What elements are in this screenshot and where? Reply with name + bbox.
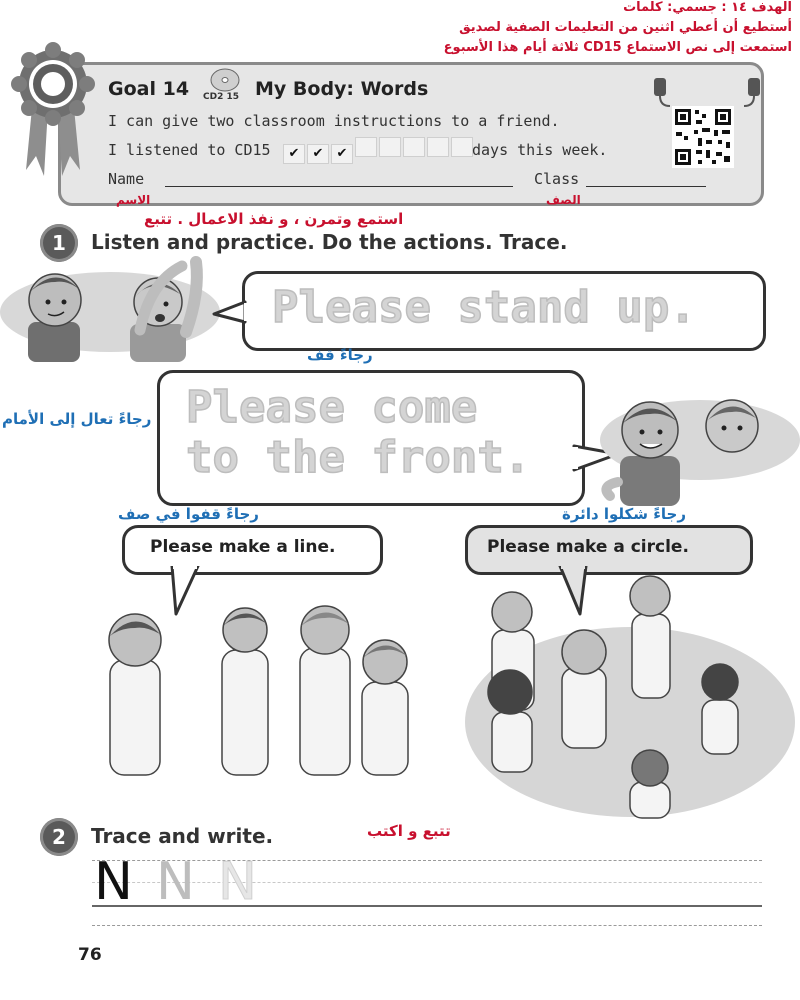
cd-icon <box>210 68 240 92</box>
trace-letter[interactable]: N <box>218 852 257 912</box>
day-checkbox[interactable] <box>427 137 449 157</box>
page-number: 76 <box>78 945 102 965</box>
headphones-icon <box>652 72 762 108</box>
day-checkbox[interactable] <box>355 137 377 157</box>
listened-suffix: days this week. <box>472 141 608 159</box>
day-checkbox[interactable] <box>379 137 401 157</box>
listened-prefix: I listened to CD15 <box>108 141 271 159</box>
name-label-arabic: الاسم <box>116 193 151 207</box>
boys-standing-illustration <box>0 252 240 362</box>
section2-title: Trace and write. <box>91 824 274 848</box>
listening-checkboxes <box>283 137 475 164</box>
make-line-arabic: رجاءً قفوا في صف <box>118 505 259 523</box>
trace-phrase-come-front-2[interactable]: to the front. <box>186 432 531 483</box>
day-checkbox[interactable]: ✔ <box>307 144 329 164</box>
stand-up-arabic: رجاءً قف <box>307 346 373 364</box>
phrase-make-circle: Please make a circle. <box>487 537 689 557</box>
section1-number: 1 <box>40 224 78 262</box>
trace-phrase-stand-up[interactable]: Please stand up. <box>272 282 696 333</box>
arabic-listening-line: استمعت إلى نص الاستماع CD15 ثلاثة أيام هذا الأسبوع <box>443 40 792 55</box>
cd-track-label: CD2 15 <box>203 92 239 102</box>
bubble-pointer <box>212 300 248 326</box>
goal-statement: I can give two classroom instructions to a friend. <box>108 112 560 130</box>
section1-title: Listen and practice. Do the actions. Trace. <box>91 230 568 254</box>
students-in-circle-illustration <box>452 572 797 822</box>
students-in-line-illustration <box>90 600 440 780</box>
trace-phrase-come-front-1[interactable]: Please come <box>186 382 478 433</box>
section2-number: 2 <box>40 818 78 856</box>
make-circle-arabic: رجاءً شكلوا دائرة <box>562 505 686 523</box>
award-ribbon-icon <box>10 38 96 178</box>
come-front-arabic: رجاءً تعال إلى الأمام <box>2 410 152 428</box>
qr-code-icon[interactable] <box>672 106 734 168</box>
goal-subtitle: My Body: Words <box>255 78 429 100</box>
name-label: Name <box>108 170 145 188</box>
goal-title: Goal 14 <box>108 78 190 100</box>
trace-letter[interactable]: N <box>156 852 195 912</box>
day-checkbox[interactable]: ✔ <box>283 144 305 164</box>
guide-line-bottom <box>92 925 762 926</box>
arabic-instruction-line: أستطيع أن أعطي اثنين من التعليمات الصفية لصديق <box>459 20 792 35</box>
class-field[interactable] <box>586 185 706 187</box>
class-label-arabic: الصف <box>546 193 581 207</box>
day-checkbox[interactable]: ✔ <box>331 144 353 164</box>
day-checkbox[interactable] <box>403 137 425 157</box>
section1-arabic: استمع وتمرن ، و نفذ الاعمال . تتبع <box>144 210 404 228</box>
boys-talking-illustration <box>590 390 800 510</box>
phrase-make-line: Please make a line. <box>150 537 336 557</box>
class-label: Class <box>534 170 580 188</box>
name-field[interactable] <box>165 185 513 187</box>
day-checkbox[interactable] <box>451 137 473 157</box>
section2-arabic: تتبع و اكتب <box>367 822 451 840</box>
arabic-goal-line: الهدف ١٤ : جسمي: كلمات <box>623 0 792 15</box>
trace-letter[interactable]: N <box>94 852 133 912</box>
